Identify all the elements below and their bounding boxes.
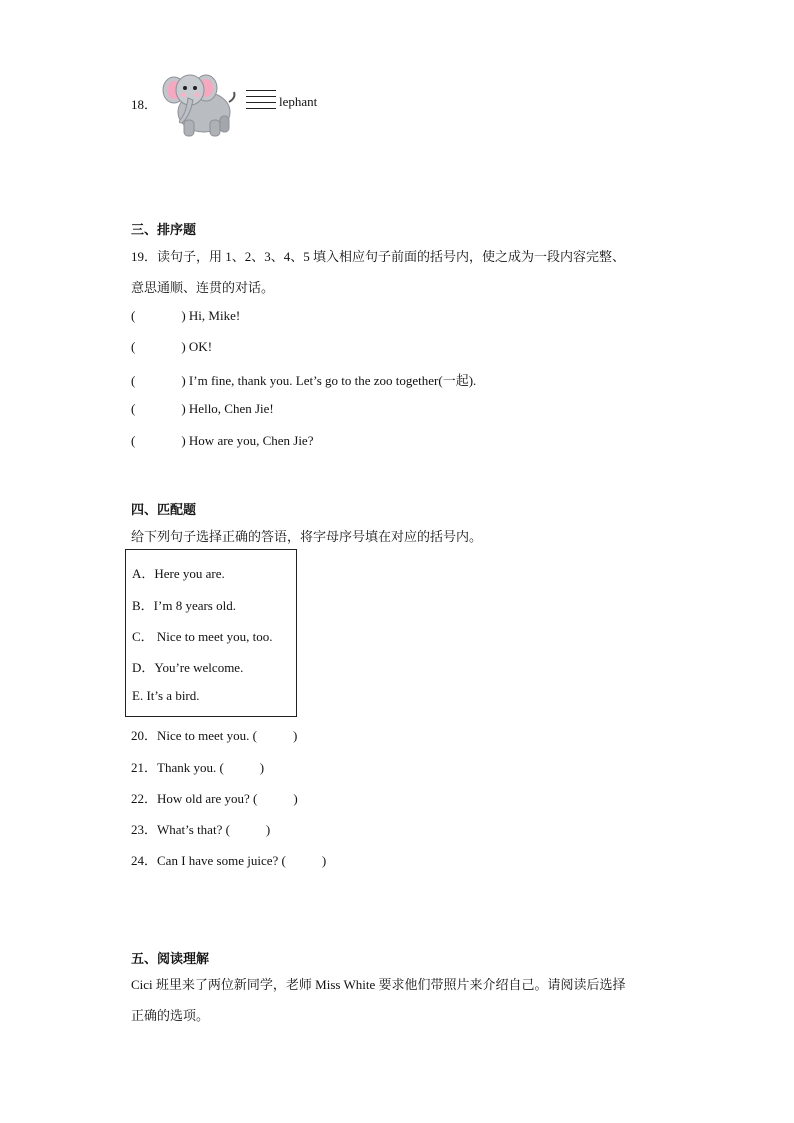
sort-item: ( ) Hi, Mike! <box>131 308 241 323</box>
option-a: A．Here you are. <box>132 566 225 581</box>
option-e: E. It’s a bird. <box>132 688 200 703</box>
section5-line2: 正确的选项。 <box>131 1008 210 1023</box>
sort-item: ( ) Hello, Chen Jie! <box>131 401 274 416</box>
sort-item: ( ) OK! <box>131 339 213 354</box>
q19-line2: 意思通顺、连贯的对话。 <box>131 280 275 295</box>
option-b: B．I’m 8 years old. <box>132 598 236 613</box>
sort-item: ( ) How are you, Chen Jie? <box>131 433 314 448</box>
q19-line1: 19．读句子，用 1、2、3、4、5 填入相应句子前面的括号内，使之成为一段内容完整、 <box>131 249 626 264</box>
option-c: C． Nice to meet you, too. <box>132 629 273 644</box>
elephant-icon <box>160 68 238 138</box>
match-question: 21．Thank you. ( ) <box>131 760 265 775</box>
section3-title: 三、排序题 <box>131 222 197 237</box>
blank-lines <box>246 90 276 114</box>
section5-line1: Cici 班里来了两位新同学，老师 Miss White 要求他们带照片来介绍自己。请阅读后选择 <box>131 977 626 992</box>
option-d: D．You’re welcome. <box>132 660 244 675</box>
section5-title: 五、阅读理解 <box>131 951 210 966</box>
match-question: 24．Can I have some juice? ( ) <box>131 853 327 868</box>
match-question: 23．What’s that? ( ) <box>131 822 271 837</box>
section4-instruction: 给下列句子选择正确的答语，将字母序号填在对应的括号内。 <box>131 529 483 544</box>
match-question: 22．How old are you? ( ) <box>131 791 298 806</box>
match-question: 20．Nice to meet you. ( ) <box>131 728 298 743</box>
sort-item: ( ) I’m fine, thank you. Let’s go to the zoo together(一起). <box>131 373 477 388</box>
q18-number: 18． <box>131 97 158 112</box>
section4-title: 四、匹配题 <box>131 502 197 517</box>
q18-word-rest: lephant <box>279 94 318 109</box>
